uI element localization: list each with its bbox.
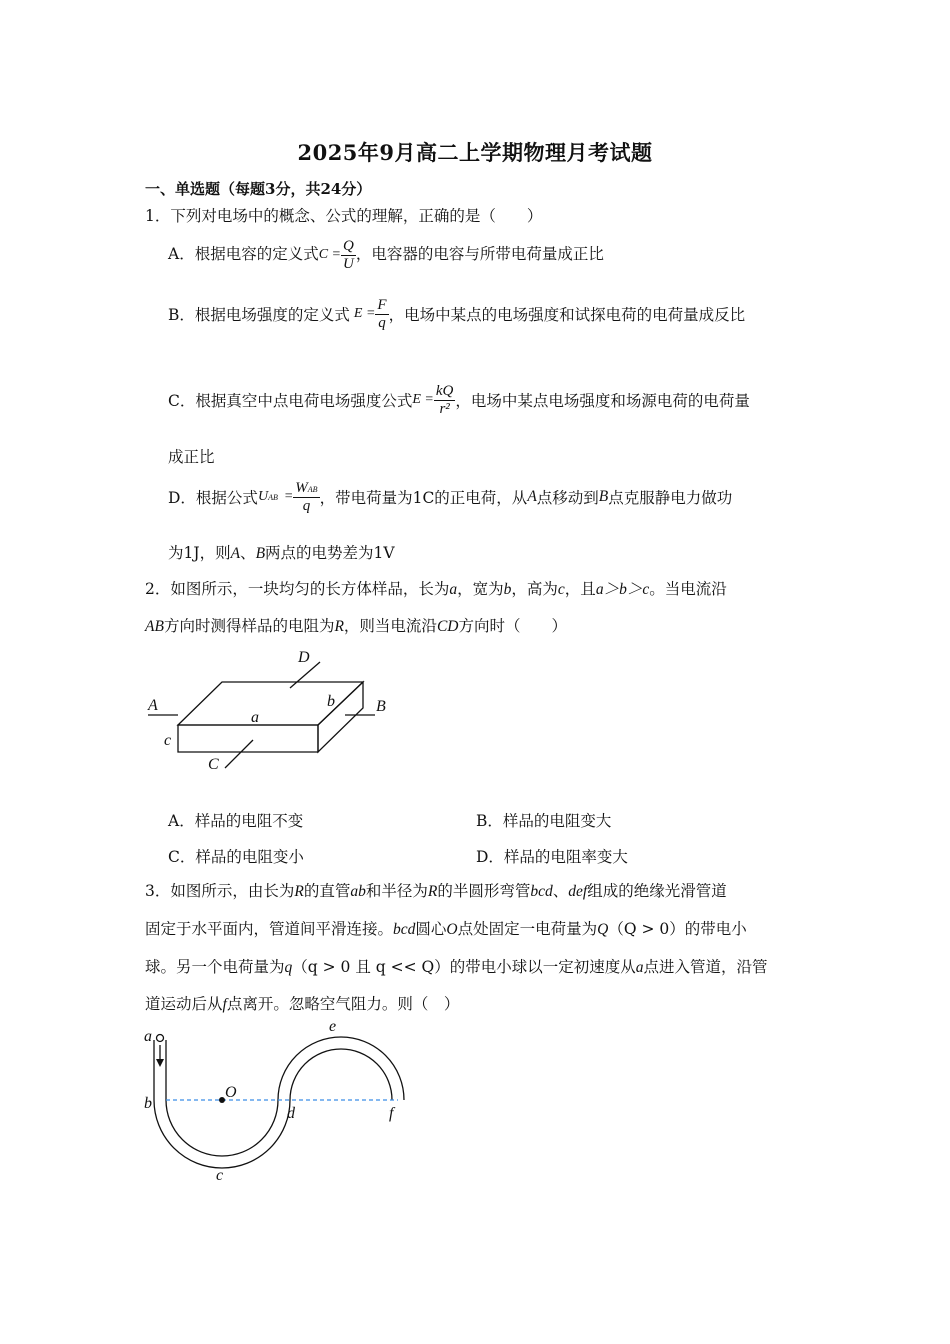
- q3-l1-m3: 的半圆形弯管: [437, 882, 531, 900]
- q1-b-text: B．根据电场强度的定义式: [168, 306, 350, 324]
- q1-d-num-sub: AB: [307, 485, 318, 494]
- q1-b-fraction: [375, 297, 388, 331]
- q3-l1-m2: 和半径为: [365, 882, 428, 900]
- q2-l1-ineq: a＞b＞c: [595, 581, 650, 598]
- q2-l1-a: a: [449, 581, 458, 598]
- q1-d-text: D．根据公式: [168, 489, 258, 507]
- label-height: c: [164, 732, 172, 749]
- block-top-face: [178, 682, 363, 725]
- q3-l2-m2: 点处固定一电荷量为: [457, 920, 598, 938]
- q1-d-lhs-symbol: U: [257, 489, 269, 504]
- q1-d-lhs: [258, 489, 293, 504]
- tube-label-d: d: [287, 1105, 295, 1122]
- q1-d-cont-sep: 、: [240, 544, 256, 562]
- q1-b-post: ，电场中某点的电场强度和试探电荷的电荷量成反比: [388, 306, 746, 324]
- label-width: b: [327, 693, 335, 710]
- q1-d-fraction: [293, 480, 319, 514]
- q1-d-post: ，带电荷量为1C的正电荷，从: [319, 489, 528, 507]
- q1-d-den: q: [302, 497, 311, 514]
- q3-l2-o: O: [446, 921, 458, 938]
- q3-l2-post: 的带电小: [684, 920, 747, 938]
- q3-l1-post: 组成的绝缘光滑管道: [587, 882, 727, 900]
- q2-l2-post: 方向时（ ）: [458, 617, 567, 635]
- q3-l4-f: f: [222, 996, 227, 1013]
- q1-c-post: ，电场中某点电场强度和场源电荷的电荷量: [455, 392, 750, 410]
- q1-d-cont-a: A: [230, 545, 241, 562]
- q2-option-d: D．样品的电阻率变大: [476, 848, 628, 866]
- q1-c-text: C．根据真空中点电荷电场强度公式: [168, 392, 413, 410]
- q3-l2-bcd: bcd: [393, 921, 416, 938]
- q1-d-cont-pre: 为1J，则: [168, 544, 231, 562]
- lead-c: [225, 740, 253, 768]
- q3-l3-post: 点进入管道，沿管: [643, 958, 768, 976]
- q1-b-den: q: [378, 314, 386, 331]
- q2-l1-s3: ，且: [564, 580, 596, 598]
- q1-d-eq: =: [283, 489, 294, 504]
- q2-l1-s1: ，宽为: [457, 580, 504, 598]
- q3-l1-m1: 的直管: [303, 882, 351, 900]
- q1-d-lhs-sub: AB: [268, 493, 278, 502]
- q3-l3-q: q: [284, 959, 293, 976]
- q1-d-point-b: B: [598, 488, 609, 505]
- q1-d-point-a: A: [527, 488, 537, 505]
- ball-entry: [157, 1035, 164, 1042]
- q1-b-lhs: E =: [353, 306, 376, 321]
- q1-option-a: [168, 238, 604, 272]
- q3-l2-pre: 固定于水平面内，管道间平滑连接。: [145, 920, 394, 938]
- q3-stem-line1: [145, 879, 727, 901]
- q1-option-b: [168, 297, 745, 331]
- tube-label-a: a: [144, 1028, 152, 1045]
- q2-option-b: B．样品的电阻变大: [476, 812, 612, 830]
- q3-l2-cond: （Q > 0）: [608, 920, 685, 938]
- entry-arrow-icon: [156, 1059, 164, 1067]
- q1-d-mid1: 点移动到: [536, 489, 599, 507]
- tube-label-f: f: [389, 1105, 394, 1122]
- q1-d-cont-post: 两点的电势差为1V: [265, 544, 395, 562]
- q2-option-a: A．样品的电阻不变: [168, 812, 304, 830]
- q3-l1-def: def: [568, 883, 588, 900]
- q1-d-num-symbol: W: [295, 480, 308, 496]
- q3-l3-m1: 的带电小球以一定初速度从: [449, 958, 636, 976]
- q3-l3-pre: 球。另一个电荷量为: [145, 958, 285, 976]
- q2-l2-r: R: [334, 618, 344, 635]
- q2-l2-mid2: ，则当电流沿: [343, 617, 437, 635]
- q3-l1-ab: ab: [350, 883, 366, 900]
- q1-c-fraction: [434, 383, 456, 417]
- q1-a-num: Q: [343, 238, 354, 254]
- q3-l3-cond: （q > 0 且 q << Q）: [292, 958, 450, 976]
- label-d: D: [298, 649, 310, 666]
- block-side-face: [318, 682, 363, 752]
- q3-l1-m4: 、: [552, 882, 569, 900]
- tube-label-e: e: [329, 1018, 337, 1035]
- q3-stem-line4: [145, 992, 459, 1014]
- q2-l2-ab: AB: [145, 618, 164, 635]
- label-a-end: A: [148, 697, 158, 714]
- q1-option-d: [168, 480, 732, 514]
- q2-l1-post: 。当电流沿: [649, 580, 727, 598]
- q3-l2-q: Q: [597, 921, 609, 938]
- tube-def-inner: [290, 1049, 392, 1100]
- q3-l1-r1: R: [294, 883, 304, 900]
- tube-label-c: c: [216, 1167, 224, 1184]
- q1-option-c: [168, 383, 750, 417]
- q1-c-num: kQ: [435, 383, 454, 399]
- page-title: 2025年9月高二上学期物理月考试题: [297, 140, 653, 165]
- q2-option-c: C．样品的电阻变小: [168, 848, 304, 866]
- q3-l4-pre: 道运动后从: [145, 995, 223, 1013]
- q2-l1-b: b: [503, 581, 512, 598]
- q1-a-text: A．根据电容的定义式: [168, 245, 319, 263]
- q2-stem-line2: [145, 614, 567, 636]
- q1-a-den: U: [343, 255, 354, 272]
- q1-c-lhs: E =: [412, 392, 434, 407]
- q3-l2-m1: 圆心: [415, 920, 447, 938]
- q2-l1-pre: 2．如图所示，一块均匀的长方体样品，长为: [145, 580, 450, 598]
- section-heading: 一、单选题（每题3分，共24分）: [145, 180, 372, 198]
- q1-d-mid2: 点克服静电力做功: [608, 489, 733, 507]
- q3-l3-a: a: [635, 959, 644, 976]
- tube-def-outer: [278, 1037, 404, 1100]
- q1-c-den: r²: [439, 400, 450, 417]
- q1-c-continued: 成正比: [168, 448, 215, 466]
- q2-stem-line1: [145, 577, 727, 599]
- q1-a-post: ，电容器的电容与所带电荷量成正比: [355, 245, 604, 263]
- q1-d-num: [293, 480, 319, 498]
- q2-l1-s2: ，高为: [511, 580, 558, 598]
- q3-stem-line3: [145, 955, 767, 977]
- tube-label-b: b: [144, 1095, 152, 1112]
- q1-a-lhs: C =: [318, 247, 341, 262]
- q1-d-continued: [168, 541, 395, 563]
- q3-tube-figure: [140, 1015, 420, 1190]
- q3-stem-line2: [145, 917, 747, 939]
- label-b-end: B: [376, 698, 386, 715]
- q2-block-figure: [140, 645, 400, 775]
- tube-label-o: O: [225, 1084, 237, 1101]
- q3-l1-r2: R: [427, 883, 438, 900]
- q3-l1-pre: 3．如图所示，由长为: [145, 882, 295, 900]
- q1-a-fraction: [341, 238, 356, 272]
- q3-l1-bcd: bcd: [530, 883, 553, 900]
- q2-l2-cd: CD: [436, 618, 459, 635]
- block-front-face: [178, 725, 318, 752]
- tube-outer-wall: [154, 1040, 290, 1168]
- q2-l2-mid: 方向时测得样品的电阻为: [163, 617, 335, 635]
- label-c-end: C: [208, 756, 219, 773]
- q1-stem: 1．下列对电场中的概念、公式的理解，正确的是（ ）: [145, 207, 543, 225]
- label-length: a: [251, 709, 259, 726]
- q2-l1-c: c: [557, 581, 565, 598]
- q1-b-num: F: [377, 297, 387, 313]
- q1-d-cont-b: B: [255, 545, 266, 562]
- q3-l4-post: 点离开。忽略空气阻力。则（ ）: [226, 995, 460, 1013]
